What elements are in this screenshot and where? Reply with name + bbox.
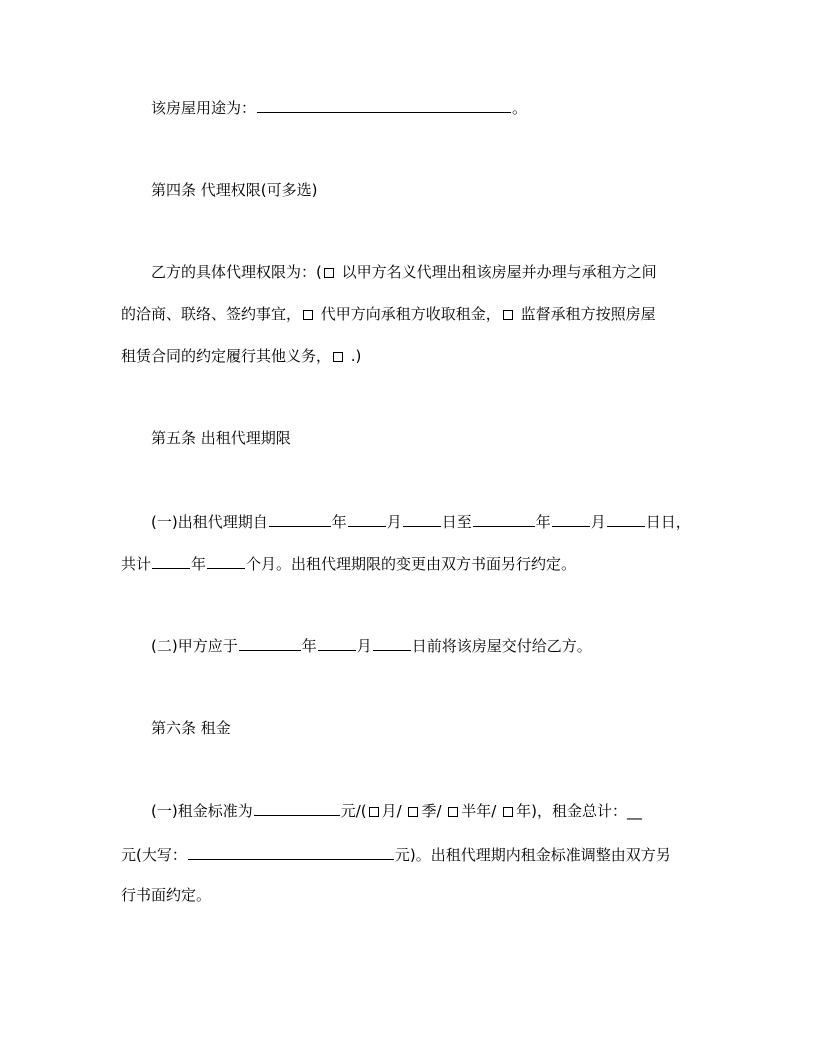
checkbox-per-season[interactable]	[408, 807, 418, 817]
start-year-blank[interactable]	[269, 512, 331, 527]
rent-line-2	[121, 845, 671, 865]
month-label-2: 月	[590, 513, 606, 531]
agency-scope-line-2	[121, 304, 656, 324]
rent-total-blank[interactable]: __	[626, 802, 642, 820]
usage-end: 。	[512, 99, 528, 117]
rent-capital-label: 元(大写：	[121, 846, 187, 864]
handover-line	[151, 636, 592, 656]
article-5-heading: 第五条 出租代理期限	[151, 429, 291, 447]
rent-line-3: 行书面约定。	[121, 886, 212, 904]
month-label: 月	[386, 513, 402, 531]
agency-scope-line-3	[121, 346, 361, 366]
usage-label: 该房屋用途为：	[151, 99, 257, 117]
rent-unit-label: 元/(	[340, 802, 367, 820]
total-years-blank[interactable]	[152, 554, 190, 569]
handover-start: (二)甲方应于	[151, 637, 238, 655]
usage-line	[151, 98, 527, 118]
agency-scope-line-1	[151, 262, 657, 282]
rent-standard-blank[interactable]	[254, 801, 340, 816]
rent-line-1	[151, 801, 642, 821]
handover-month-blank[interactable]	[318, 636, 356, 651]
option-per-month: 月/	[381, 802, 407, 820]
end-year-blank[interactable]	[473, 512, 535, 527]
checkbox-per-year[interactable]	[503, 807, 513, 817]
handover-year-label: 年	[301, 637, 317, 655]
start-day-blank[interactable]	[403, 512, 441, 527]
option-supervise-tenant-cont: 租赁合同的约定履行其他义务，	[121, 347, 332, 365]
option-per-season: 季/	[421, 802, 447, 820]
option-collect-rent: 代甲方向承租方收取租金，	[316, 305, 501, 323]
start-month-blank[interactable]	[348, 512, 386, 527]
rent-standard-label: (一)租金标准为	[151, 802, 253, 820]
day-to-label: 日至	[441, 513, 472, 531]
year-label-2: 年	[535, 513, 551, 531]
option-per-year: 年)，租金总计：	[516, 802, 627, 820]
option-other: .)	[346, 347, 362, 365]
checkbox-supervise-tenant[interactable]	[503, 310, 513, 320]
checkbox-per-month[interactable]	[369, 807, 379, 817]
total-label: 共计	[121, 555, 152, 573]
agency-period-line-2	[121, 554, 576, 574]
agency-period-line-1	[151, 512, 691, 532]
handover-month-label: 月	[356, 637, 372, 655]
agency-period-start: (一)出租代理期自	[151, 513, 268, 531]
day-day-label: 日日，	[645, 513, 691, 531]
rent-capital-blank[interactable]	[188, 845, 394, 860]
option-lease-negotiation-cont: 的洽商、联络、签约事宜，	[121, 305, 302, 323]
end-month-blank[interactable]	[552, 512, 590, 527]
article-6-heading: 第六条 租金	[151, 719, 231, 737]
checkbox-per-halfyear[interactable]	[448, 807, 458, 817]
end-day-blank[interactable]	[607, 512, 645, 527]
months-and-change-text: 个月。出租代理期限的变更由双方书面另行约定。	[246, 555, 577, 573]
total-year-label: 年	[191, 555, 207, 573]
agency-scope-prefix: 乙方的具体代理权限为：(	[151, 263, 322, 281]
option-lease-negotiation: 以甲方名义代理出租该房屋并办理与承租方之间	[336, 263, 657, 281]
total-months-blank[interactable]	[207, 554, 245, 569]
checkbox-lease-negotiation[interactable]	[324, 268, 334, 278]
handover-year-blank[interactable]	[239, 636, 301, 651]
article-4-heading: 第四条 代理权限(可多选)	[151, 181, 318, 199]
checkbox-other[interactable]	[333, 352, 343, 362]
rent-adjustment-text: 元)。出租代理期内租金标准调整由双方另	[394, 846, 671, 864]
option-supervise-tenant: 监督承租方按照房屋	[515, 305, 656, 323]
year-label: 年	[331, 513, 347, 531]
handover-day-blank[interactable]	[373, 636, 411, 651]
option-per-halfyear: 半年/	[461, 802, 502, 820]
usage-blank[interactable]	[257, 98, 511, 113]
checkbox-collect-rent[interactable]	[303, 310, 313, 320]
handover-end: 日前将该房屋交付给乙方。	[411, 637, 592, 655]
